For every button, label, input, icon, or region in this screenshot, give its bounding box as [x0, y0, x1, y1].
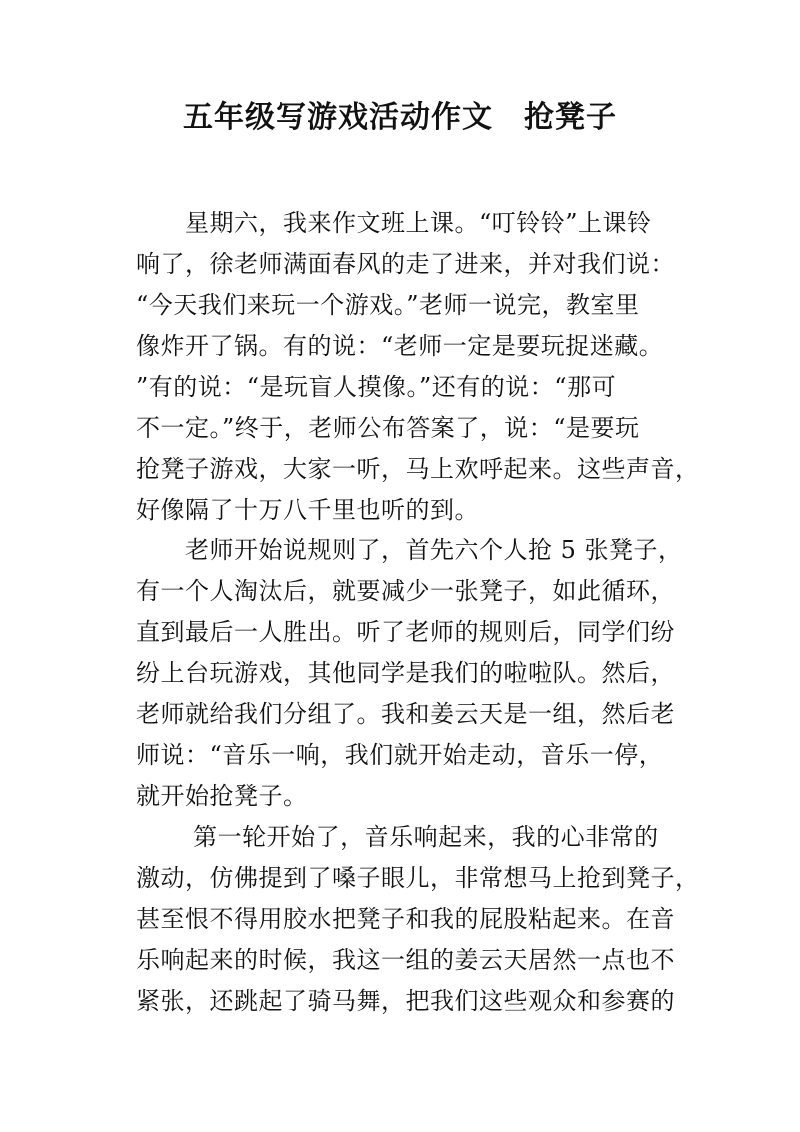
text-line: 像炸开了锅。有的说：“老师一定是要玩捉迷藏。: [136, 332, 664, 360]
text-line: 就开始抢凳子。: [136, 782, 308, 810]
text-line: 不一定。”终于，老师公布答案了，说：“是要玩: [136, 414, 640, 442]
text-line: 师说：“音乐一响，我们就开始走动，音乐一停，: [136, 741, 664, 769]
text-line: “今天我们来玩一个游戏。”老师一说完，教室里: [136, 291, 640, 319]
text-line: 有一个人淘汰后，就要减少一张凳子，如此循环，: [136, 577, 675, 605]
text-line: 老师开始说规则了，首先六个人抢 5 张凳子，: [136, 536, 683, 564]
text-line: 甚至恨不得用胶水把凳子和我的屁股粘起来。在音: [136, 905, 675, 933]
text-line: 星期六，我来作文班上课。“叮铃铃”上课铃: [136, 209, 652, 237]
text-line: 激动，仿佛提到了嗓子眼儿，非常想马上抢到凳子，: [136, 864, 700, 892]
text-line: 乐响起来的时候，我这一组的姜云天居然一点也不: [136, 946, 675, 974]
text-line: ”有的说：“是玩盲人摸像。”还有的说：“那可: [136, 373, 617, 401]
text-line: 纷上台玩游戏，其他同学是我们的啦啦队。然后，: [136, 659, 675, 687]
text-line: 第一轮开始了，音乐响起来，我的心非常的: [136, 823, 659, 851]
text-line: 直到最后一人胜出。听了老师的规则后，同学们纷: [136, 618, 675, 646]
text-line: 好像隔了十万八千里也听的到。: [136, 496, 479, 524]
text-line: 抢凳子游戏，大家一听，马上欢呼起来。这些声音，: [136, 455, 700, 483]
document-title: 五年级写游戏活动作文 抢凳子: [183, 100, 617, 135]
text-line: 紧张，还跳起了骑马舞，把我们这些观众和参赛的: [136, 987, 675, 1015]
text-line: 响了，徐老师满面春风的走了进来，并对我们说：: [136, 250, 675, 278]
text-line: 老师就给我们分组了。我和姜云天是一组，然后老: [136, 700, 675, 728]
